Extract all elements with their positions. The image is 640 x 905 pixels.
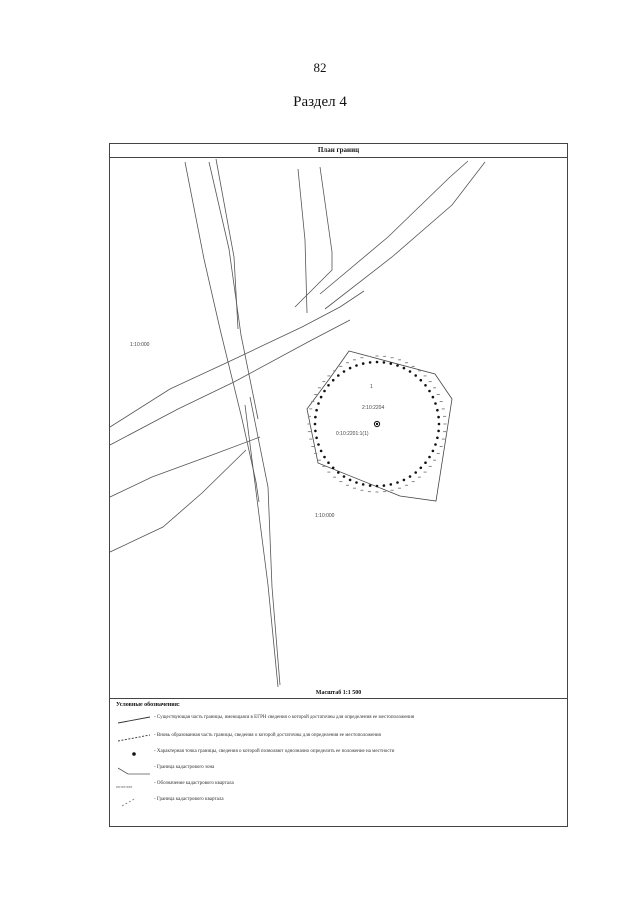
boundary-point <box>369 361 372 364</box>
boundary-point-tick <box>405 362 408 363</box>
boundary-point <box>383 484 386 487</box>
boundary-point <box>343 370 346 373</box>
boundary-point <box>337 374 340 377</box>
boundary-point-tick <box>322 466 325 467</box>
boundary-point-tick <box>391 490 394 491</box>
legend-item-zone-boundary <box>116 764 561 776</box>
boundary-point <box>403 367 406 370</box>
boundary-point <box>327 461 330 464</box>
boundary-point <box>343 475 346 478</box>
boundary-point-tick <box>314 453 317 454</box>
boundary-point <box>355 364 358 367</box>
boundary-point-tick <box>412 481 415 482</box>
parcel-boundary <box>307 351 452 501</box>
boundary-point <box>349 479 352 482</box>
boundary-point <box>436 409 439 412</box>
boundary-point <box>390 483 393 486</box>
boundary-point <box>332 467 335 470</box>
quarter-boundary-icon <box>116 796 152 808</box>
boundary-point-tick <box>333 477 336 478</box>
boundary-point-tick <box>442 408 445 409</box>
boundary-point <box>409 475 412 478</box>
boundary-map <box>110 157 567 687</box>
boundary-point-tick <box>429 466 432 467</box>
boundary-point-tick <box>318 387 321 388</box>
road-edge <box>320 161 468 294</box>
boundary-point-tick <box>433 460 436 461</box>
boundary-point <box>332 379 335 382</box>
boundary-point <box>362 362 365 365</box>
boundary-point <box>436 437 439 440</box>
boundary-point-tick <box>391 357 394 358</box>
boundary-point-tick <box>346 362 349 363</box>
boundary-point-tick <box>333 370 336 371</box>
boundary-point-tick <box>311 446 314 447</box>
center-point-label-a: 1 <box>370 384 373 390</box>
boundary-point-tick <box>440 401 443 402</box>
boundary-point <box>390 362 393 365</box>
boundary-point <box>414 374 417 377</box>
new-boundary-line-icon <box>116 732 152 744</box>
boundary-point <box>428 456 431 459</box>
boundary-point-tick <box>309 408 312 409</box>
boundary-point <box>428 390 431 393</box>
boundary-point-tick <box>353 488 356 489</box>
legend-text: - Граница кадастрового квартала <box>154 797 224 802</box>
boundary-point-tick <box>383 491 386 492</box>
boundary-point-tick <box>383 356 386 357</box>
road-edge <box>295 167 332 307</box>
legend-item-new-boundary <box>116 732 561 744</box>
legend-title: Условные обозначения: <box>116 702 180 708</box>
boundary-point-tick <box>311 401 314 402</box>
boundary-point <box>376 361 379 364</box>
parcel-label-2: 1:10:000 <box>315 513 335 519</box>
boundary-point <box>320 450 323 453</box>
boundary-point-tick <box>360 357 363 358</box>
boundary-point <box>369 484 372 487</box>
boundary-point <box>315 409 318 412</box>
svg-text:xx:xx:xxx: xx:xx:xxx <box>116 784 133 789</box>
center-point-label-b: 2:10:2204 <box>362 405 385 411</box>
boundary-point <box>396 481 399 484</box>
boundary-point-tick <box>398 359 401 360</box>
boundary-point-tick <box>339 481 342 482</box>
boundary-point-tick <box>412 366 415 367</box>
boundary-point <box>437 430 440 433</box>
boundary-point-tick <box>368 491 371 492</box>
legend-text: - Характерная точка границы, сведения о которой позволяют однозначно определить ее положение на местности <box>154 749 395 754</box>
boundary-point <box>437 416 440 419</box>
boundary-point-tick <box>327 375 330 376</box>
boundary-point <box>434 443 437 446</box>
boundary-point <box>396 364 399 367</box>
legend-item-quarter-boundary <box>116 796 561 808</box>
page-number: 82 <box>313 60 327 75</box>
road-edge <box>209 162 258 419</box>
boundary-point-tick <box>327 472 330 473</box>
boundary-point-tick <box>440 446 443 447</box>
boundary-plan-frame <box>109 143 568 827</box>
boundary-point <box>383 361 386 364</box>
boundary-point-tick <box>308 431 311 432</box>
boundary-point <box>432 396 435 399</box>
road-edge <box>298 169 307 313</box>
boundary-point <box>424 384 427 387</box>
boundary-point <box>323 456 326 459</box>
road-edge <box>110 450 246 552</box>
boundary-point <box>434 402 437 405</box>
boundary-point-tick <box>433 387 436 388</box>
boundary-point-tick <box>353 359 356 360</box>
legend-text: - Существующая часть границы, имеющаяся в ЕГРН сведения о которой достаточны для определения ее местоположения <box>154 715 415 720</box>
boundary-point-tick <box>376 356 379 357</box>
boundary-point-tick <box>443 416 446 417</box>
boundary-point-tick <box>437 394 440 395</box>
boundary-point-tick <box>368 356 371 357</box>
boundary-point <box>317 443 320 446</box>
boundary-point <box>337 471 340 474</box>
boundary-point <box>376 485 379 488</box>
boundary-point-tick <box>376 492 379 493</box>
boundary-point <box>320 396 323 399</box>
road-edge <box>216 159 238 329</box>
boundary-point-tick <box>418 477 421 478</box>
boundary-point-tick <box>314 394 317 395</box>
boundary-point-tick <box>442 439 445 440</box>
road-edge <box>245 405 278 687</box>
section-title: Раздел 4 <box>293 94 347 110</box>
boundary-point-tick <box>443 431 446 432</box>
map-scale: Масштаб 1:1 500 <box>315 690 362 696</box>
boundary-point <box>409 370 412 373</box>
boundary-point <box>315 437 318 440</box>
boundary-point <box>438 423 441 426</box>
plan-title: План границ <box>110 144 567 158</box>
boundary-point <box>403 479 406 482</box>
center-point-label-c: 0:10:2201:1(1) <box>336 431 369 437</box>
boundary-point-tick <box>444 424 447 425</box>
zone-boundary-icon <box>116 764 152 776</box>
boundary-point-tick <box>424 472 427 473</box>
legend-item-boundary-point <box>116 748 561 760</box>
boundary-point <box>420 467 423 470</box>
road-edge <box>250 397 280 685</box>
legend-text: - Обозначение кадастрового квартала <box>154 781 234 786</box>
boundary-point-tick <box>424 375 427 376</box>
boundary-point <box>432 450 435 453</box>
boundary-point-tick <box>429 381 432 382</box>
boundary-point-icon <box>116 748 152 760</box>
boundary-point-tick <box>309 439 312 440</box>
boundary-point <box>314 416 317 419</box>
boundary-point-tick <box>318 460 321 461</box>
boundary-point-tick <box>308 416 311 417</box>
boundary-point <box>362 483 365 486</box>
boundary-point <box>327 384 330 387</box>
boundary-point-tick <box>418 370 421 371</box>
boundary-point <box>424 461 427 464</box>
boundary-point <box>349 367 352 370</box>
boundary-point <box>314 423 317 426</box>
road-edge <box>110 437 260 497</box>
road-edge <box>325 162 485 309</box>
boundary-point-tick <box>322 381 325 382</box>
boundary-point-tick <box>308 424 311 425</box>
legend-item-quarter-label <box>116 780 561 792</box>
boundary-point <box>420 379 423 382</box>
boundary-point-tick <box>346 485 349 486</box>
boundary-point-tick <box>360 490 363 491</box>
boundary-point-tick <box>405 485 408 486</box>
boundary-point <box>323 390 326 393</box>
boundary-point <box>414 471 417 474</box>
boundary-point <box>355 481 358 484</box>
scale-divider <box>110 698 567 699</box>
boundary-point-tick <box>339 366 342 367</box>
parcel-label-icon <box>116 780 152 792</box>
boundary-point <box>317 402 320 405</box>
boundary-point-tick <box>398 488 401 489</box>
legend-text: - Граница кадастрового зона <box>154 765 215 770</box>
parcel-label-1: 1:10:000 <box>130 342 150 348</box>
existing-boundary-line-icon <box>116 714 152 726</box>
boundary-point <box>314 430 317 433</box>
legend-item-existing-boundary <box>116 714 561 726</box>
boundary-point-tick <box>437 453 440 454</box>
road-edge <box>110 320 350 445</box>
legend-text: - Вновь образованная часть границы, сведения о которой достаточны для определения ее местоположения <box>154 733 381 738</box>
